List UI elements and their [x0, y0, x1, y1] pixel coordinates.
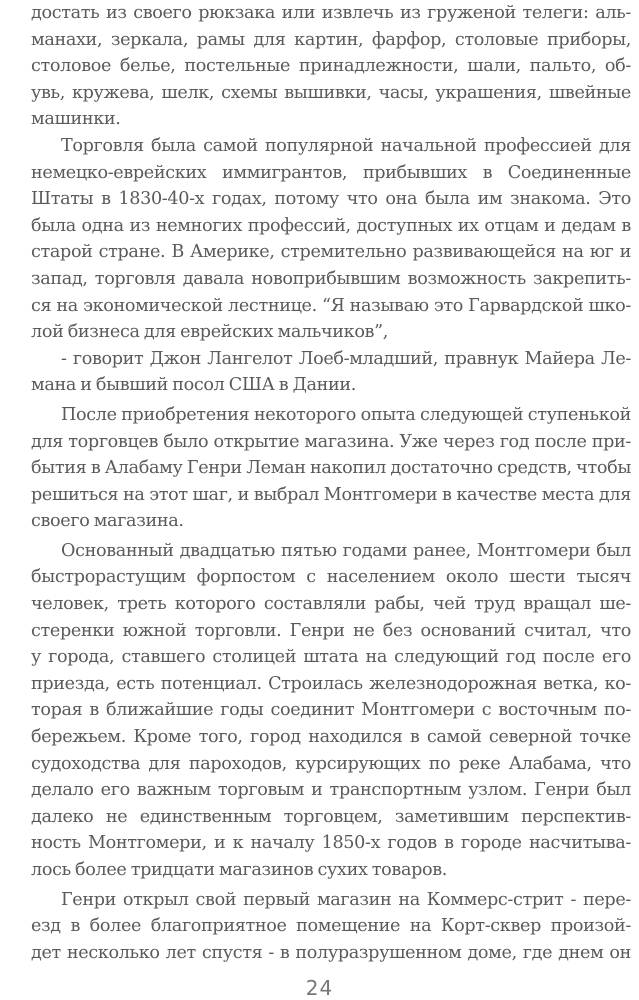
- text-line: старой стране. В Америке, стремительно развивающейся на юг и: [31, 242, 631, 263]
- text-line: езд в более благоприятное помещение на Корт-сквер произой-: [31, 916, 631, 937]
- text-line: далеко не единственным торговцем, заметившим перспектив-: [31, 806, 631, 827]
- text-line: бережьем. Кроме того, город находился в самой северной точке: [31, 727, 631, 748]
- body-text: [31, 0, 631, 966]
- text-line: бытия в Алабаму Генри Леман накопил достаточно средств, чтобы: [31, 458, 631, 479]
- paragraph-1: [31, 0, 631, 133]
- text-line: достать из своего рюкзака или извлечь из груженой телеги: аль-: [31, 3, 631, 23]
- text-line: дет несколько лет спустя - в полуразрушенном доме, где днем он: [31, 942, 631, 963]
- text-line: Штаты в 1830-40-х годах, потому что она была им знакома. Это: [31, 189, 631, 210]
- text-line: быстрорастущим форпостом с населением около шести тысяч: [31, 567, 631, 588]
- text-line: Основанный двадцатью пятью годами ранее, Монтгомери был: [61, 540, 631, 561]
- paragraph-2: [31, 133, 631, 399]
- text-line: После приобретения некоторого опыта следующей ступенькой: [61, 404, 631, 425]
- paragraph-3: [31, 402, 631, 535]
- text-line: мана и бывший посол США в Дании.: [31, 375, 357, 396]
- text-line: делало его важным торговым и транспортным узлом. Генри был: [31, 780, 631, 801]
- text-line: лой бизнеса для еврейских мальчиков”,: [31, 322, 389, 343]
- text-line: Торговля была самой популярной начальной профессией для: [61, 135, 631, 156]
- text-line: торая в ближайшие годы соединит Монтгомери с восточным по-: [31, 700, 631, 721]
- text-line: ся на экономической лестнице. “Я называю это Гарвардской шко-: [31, 295, 631, 316]
- text-line: Генри открыл свой первый магазин на Коммерс-стрит - пере-: [61, 889, 631, 910]
- text-line: - говорит Джон Лангелот Лоеб-младший, правнук Майера Ле-: [61, 348, 631, 369]
- text-line: столовое белье, постельные принадлежности, шали, пальто, об-: [31, 56, 631, 77]
- text-line: у города, ставшего столицей штата на следующий год после его: [31, 647, 631, 668]
- text-line: немецко-еврейских иммигрантов, прибывших в Соединенные: [31, 162, 631, 183]
- text-line: решиться на этот шаг, и выбрал Монтгомери в качестве места для: [31, 484, 631, 505]
- text-line: стеренки южной торговли. Генри не без оснований считал, что: [31, 620, 631, 641]
- text-line: для торговцев было открытие магазина. Уже через год после при-: [31, 431, 631, 452]
- text-line: своего магазина.: [31, 511, 184, 532]
- text-line: приезда, есть потенциал. Строилась железнодорожная ветка, ко-: [31, 673, 631, 694]
- text-line: запад, торговля давала новоприбывшим возможность закрепить-: [31, 268, 631, 289]
- text-line: машинки.: [31, 109, 121, 130]
- text-line: увь, кружева, шелк, схемы вышивки, часы, украшения, швейные: [31, 82, 631, 103]
- text-line: человек, треть которого составляли рабы, чей труд вращал ше-: [31, 594, 631, 615]
- paragraph-4: [31, 538, 631, 884]
- text-line: лось более тридцати магазинов сухих товаров.: [31, 860, 448, 880]
- text-line: была одна из немногих профессий, доступных их отцам и дедам в: [31, 215, 631, 236]
- paragraph-5: [31, 887, 631, 967]
- page-number: 24: [305, 976, 334, 1000]
- text-line: ность Монтгомери, и к началу 1850-х годов в городе насчитыва-: [31, 833, 631, 854]
- text-line: судоходства для пароходов, курсирующих по реке Алабама, что: [31, 753, 631, 774]
- text-line: манахи, зеркала, рамы для картин, фарфор, столовые приборы,: [31, 29, 631, 50]
